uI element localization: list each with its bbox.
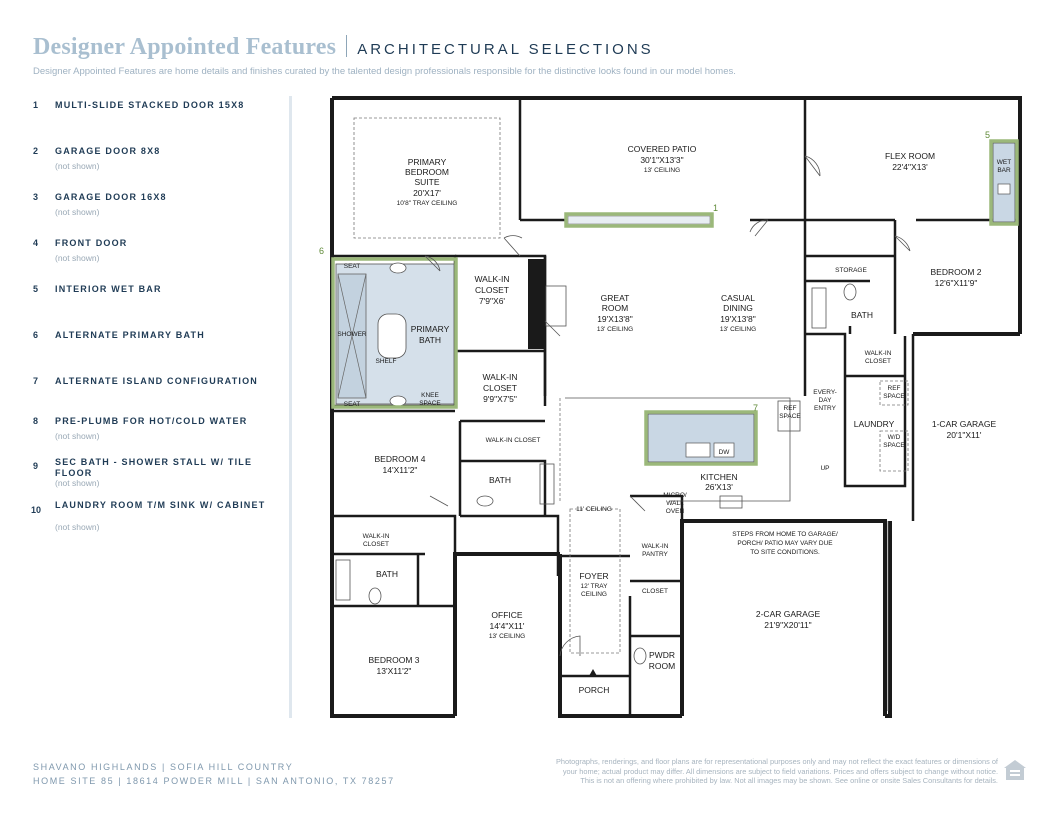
page-description: Designer Appointed Features are home details and finishes curated by the talented design professionals responsible for the distinctive looks found in our model homes. <box>33 66 736 77</box>
room-size: 20'1"X11' <box>946 430 982 440</box>
feature-label: INTERIOR WET BAR <box>55 284 162 294</box>
room-name: CASUAL <box>720 293 756 303</box>
plan-note: PORCH/ PATIO MAY VARY DUE <box>737 540 833 547</box>
floor-plan <box>319 96 1020 721</box>
room-name: WALK-IN <box>641 543 669 550</box>
room-size: 19'X13'8" <box>720 314 756 324</box>
disclaimer-line: your home; actual product may differ. All dimensions are subject to field variations. Prices and offers subject to change without notice. <box>562 766 998 776</box>
room-name: LAUNDRY <box>853 419 895 429</box>
room-name: STORAGE <box>835 267 867 274</box>
room-size: 12'6"X11'9" <box>934 278 978 288</box>
equal-housing-icon <box>1002 758 1028 784</box>
room-size: 26'X13' <box>705 482 733 492</box>
fireplace-hearth <box>546 286 566 326</box>
feature-number: 4 <box>33 238 39 248</box>
room-ceiling: 13' CEILING <box>719 326 757 333</box>
room-name: PRIMARY <box>410 324 450 334</box>
entry-arrow-icon <box>589 669 597 676</box>
fixture-label: SHELF <box>375 358 397 365</box>
fixture-label: SPACE <box>883 393 905 400</box>
room-name: GREAT <box>600 293 630 303</box>
feature-note: (not shown) <box>55 207 100 217</box>
feature-number: 8 <box>33 416 39 426</box>
stacked-door-area <box>566 214 712 226</box>
marker-1: 1 <box>713 203 719 213</box>
page-header <box>33 34 1033 61</box>
feature-number: 5 <box>33 284 39 294</box>
room-name: SUITE <box>414 177 440 187</box>
fixture-label: SEAT <box>343 401 361 408</box>
feature-note: (not shown) <box>55 478 100 488</box>
plan-note: STEPS FROM HOME TO GARAGE/ <box>732 531 838 538</box>
feature-number: 7 <box>33 376 39 386</box>
fixture-label: WALL <box>666 500 684 507</box>
home-site-address: HOME SITE 85 | 18614 POWDER MILL | SAN ANTONIO, TX 78257 <box>33 776 395 786</box>
room-name: CLOSET <box>362 541 390 548</box>
room-name: WALK-IN <box>864 350 892 357</box>
feature-label: ALTERNATE ISLAND CONFIGURATION <box>55 376 258 386</box>
room-name: WALK-IN <box>362 533 390 540</box>
room-name: FOYER <box>579 571 609 581</box>
feature-number: 9 <box>33 461 39 471</box>
room-name: ENTRY <box>814 405 836 412</box>
room-ceiling: CEILING <box>580 591 608 598</box>
room-name: OFFICE <box>491 610 523 620</box>
room-name: CLOSET <box>864 358 892 365</box>
feature-label: SEC BATH - SHOWER STALL W/ TILE FLOOR <box>55 457 253 478</box>
fixture-label: DW <box>718 449 730 456</box>
room-name: EVERY- <box>813 389 837 396</box>
plan-note: TO SITE CONDITIONS. <box>750 549 820 556</box>
room-ceiling: 10'8" TRAY CEILING <box>396 200 458 207</box>
footer-location <box>33 760 395 788</box>
room-size: 9'9"X7'5" <box>483 394 517 404</box>
room-size: 13'X11'2" <box>376 666 412 676</box>
feature-number: 2 <box>33 146 39 156</box>
feature-label: FRONT DOOR <box>55 238 128 248</box>
disclaimer-line: This is not an offering where prohibited by law. Not all images may be shown. See online or onsite Sales Consultants for details. <box>580 776 998 785</box>
room-name: BAR <box>997 167 1011 174</box>
feature-number: 6 <box>33 330 39 340</box>
marker-5: 5 <box>985 130 991 140</box>
room-name: WALK-IN <box>482 372 518 382</box>
feature-label: LAUNDRY ROOM T/M SINK W/ CABINET <box>55 500 266 510</box>
feature-number: 1 <box>33 100 39 110</box>
disclaimer-line: Photographs, renderings, and floor plans are for representational purposes only and may not reflect the exact features or dimensions of <box>555 757 998 766</box>
room-name: CLOSET <box>474 285 510 295</box>
marker-6: 6 <box>319 246 325 256</box>
feature-label: GARAGE DOOR 16X8 <box>55 192 167 202</box>
fireplace <box>528 259 546 349</box>
title-divider <box>346 35 347 57</box>
room-name: BATH <box>850 310 874 320</box>
feature-label: ALTERNATE PRIMARY BATH <box>55 330 205 340</box>
fixture-label: SPACE <box>883 442 905 449</box>
room-size: 14'X11'2" <box>382 465 418 475</box>
marker-7: 7 <box>753 403 759 413</box>
page-title: Designer Appointed Features <box>33 34 337 60</box>
feature-note: (not shown) <box>55 522 100 532</box>
room-name: WALK-IN <box>474 274 510 284</box>
fixture-label: UP <box>820 465 830 472</box>
room-name: BEDROOM <box>405 167 449 177</box>
fixture-label: REF <box>783 405 797 412</box>
legal-disclaimer <box>520 757 998 786</box>
room-ceiling: 13' CEILING <box>596 326 634 333</box>
room-size: 14'4"X11' <box>489 621 525 631</box>
room-name: PRIMARY <box>407 157 447 167</box>
room-name: KITCHEN <box>700 472 738 482</box>
fixture-label: W/D <box>887 434 901 441</box>
fixture-label: SPACE <box>779 413 801 420</box>
room-size: 30'1"X13'3" <box>640 155 684 165</box>
feature-note: (not shown) <box>55 431 100 441</box>
room-name: PORCH <box>578 685 610 695</box>
room-name: 2-CAR GARAGE <box>755 609 821 619</box>
fixture-label: SPACE <box>419 400 441 407</box>
room-name: WALK-IN CLOSET <box>485 437 541 444</box>
room-name: PWDR <box>649 650 675 660</box>
room-ceiling: 13' CEILING <box>488 633 526 640</box>
fixture-label: OVEN <box>665 508 685 515</box>
section-title: ARCHITECTURAL SELECTIONS <box>357 41 654 58</box>
room-size: 21'9"X20'11" <box>764 620 812 630</box>
feature-number: 3 <box>33 192 39 202</box>
room-name: BATH <box>488 475 512 485</box>
room-size: 20'X17' <box>413 188 441 198</box>
room-name: DINING <box>723 303 753 313</box>
room-name: BEDROOM 2 <box>930 267 982 277</box>
fixture-label: SHOWER <box>337 331 367 338</box>
room-name: BEDROOM 3 <box>368 655 420 665</box>
floor-plan-drawing <box>319 96 1020 721</box>
room-name: BATH <box>375 569 399 579</box>
room-ceiling: 11' CEILING <box>576 506 612 513</box>
fixture-label: REF <box>887 385 901 392</box>
room-size: 22'4"X13' <box>892 162 928 172</box>
room-name: BEDROOM 4 <box>374 454 426 464</box>
room-name: FLEX ROOM <box>884 151 936 161</box>
room-ceiling: 12' TRAY <box>580 583 608 590</box>
fixture-label: KNEE <box>421 392 439 399</box>
room-name: CLOSET <box>641 588 669 595</box>
room-name: COVERED PATIO <box>627 144 697 154</box>
feature-note: (not shown) <box>55 253 100 263</box>
room-name: CLOSET <box>482 383 518 393</box>
room-name: PANTRY <box>642 551 668 558</box>
room-name: 1-CAR GARAGE <box>931 419 997 429</box>
room-name: ROOM <box>648 661 676 671</box>
wet-bar-area <box>991 141 1017 224</box>
room-name: DAY <box>818 397 832 404</box>
room-size: 7'9"X6' <box>478 296 506 306</box>
room-size: 19'X13'8" <box>597 314 633 324</box>
feature-label: GARAGE DOOR 8X8 <box>55 146 161 156</box>
room-name: WET <box>996 159 1012 166</box>
column-divider <box>289 96 292 718</box>
feature-number: 10 <box>31 505 42 515</box>
community-name: SHAVANO HIGHLANDS | SOFIA HILL COUNTRY <box>33 762 294 772</box>
fixture-label: MICRO/ <box>663 492 687 499</box>
bathtub <box>378 314 406 358</box>
feature-note: (not shown) <box>55 161 100 171</box>
feature-label: MULTI-SLIDE STACKED DOOR 15X8 <box>55 100 245 110</box>
feature-label: PRE-PLUMB FOR HOT/COLD WATER <box>55 416 248 426</box>
room-ceiling: 13' CEILING <box>643 167 681 174</box>
room-name: ROOM <box>601 303 629 313</box>
room-name: BATH <box>418 335 442 345</box>
fixture-label: SEAT <box>343 263 361 270</box>
kitchen-island-area <box>646 412 756 464</box>
